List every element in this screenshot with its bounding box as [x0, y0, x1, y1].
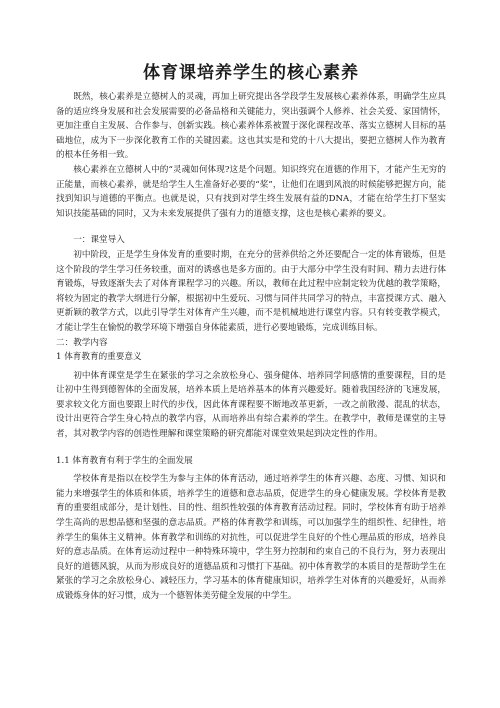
- section-heading-teaching-content: 二：教学内容: [56, 337, 108, 348]
- intro-paragraph-1: 既然，核心素养是立德树人的灵魂，再加上研究提出各学段学生发展核心素养体系，明确学生应具备的适应终身发展和社会发展需要的必备品格和关键能力，突出强调个人修养、社会关爱、家国情怀，更加注重自主发展、合作参与、创新实践。核心素养体系被置于深化课程改革、落实立德树人目标的基础地位，成为下一步深化教育工作的关键因素。这也其实是和党的十八大提出，要把立德树人作为教育的根本任务相一致。: [56, 92, 446, 161]
- all-round-development-paragraph: 学校体育是指以在校学生为参与主体的体育活动，通过培养学生的体育兴趣、态度、习惯、知识和能力来增强学生的体质和体质，培养学生的道德和意志品质，促进学生的身心健康发展。学校体育是教育的重要组成部分，是计划性、目的性、组织性较强的体育教育活动过程。同时，学校体育有助于培养学生高尚的思想品德和坚强的意志品质。严格的体育教学和训练，可以加强学生的组织性、纪律性，培养学生的集体主义精神。体育教学和训练的对抗性，可以促进学生良好的个性心理品质的形成，培养良好的意志品质。在体育运动过程中一种特殊环境中，学生努力控制和约束自己的不良行为，努力表现出良好的道德风貌，从而为形成良好的道德品质和习惯打下基础。初中体育教学的本质目的是帮助学生在紧张的学习之余放松身心、减轻压力，学习基本的体育健康知识，培养学生对体育的兴趣爱好，从而养成锻炼身体的好习惯，成为一个德智体美劳健全发展的中学生。: [56, 474, 446, 601]
- classroom-intro-paragraph: 初中阶段，正是学生身体发育的重要时期，在充分的营养供给之外还要配合一定的体育锻炼，但是这个阶段的学生学习任务较重，面对的诱惑也是多方面的。由于大部分中学生没有时间、精力去进行体育锻炼，导致逐渐失去了对体育课程学习的兴趣。所以，教师在此过程中应制定较为优越的教学策略，将较为固定的教学大纲进行分解，根据初中生爱玩、习惯与同伴共同学习的特点，丰富授课方式、融入更新颖的教学方式，以此引导学生对体育产生兴趣，而不是机械地进行课堂内容。只有转变教学模式，才能让学生在愉悦的教学环境下增强自身体能素质，进行必要地锻炼，完成训练目标。: [56, 249, 446, 333]
- section-gap: [56, 442, 446, 454]
- section-gap: [56, 221, 446, 233]
- subheading-all-round-development: 1.1 体育教育有利于学生的全面发展: [56, 455, 193, 466]
- section-heading-classroom-intro: 一：课堂导入: [73, 235, 125, 246]
- intro-paragraph-2: 核心素养在立德树人中的“灵魂如何体现?这是个问题。知识终究在道德的作用下，才能产生无穷的正能量，而核心素养，就是给学生人生准备好必要的“桨”，让他们在遇到风浪的时候能够把握方向，能找到知识与道德的平衡点。也就是说，只有找到对学生终生发展有益的DNA，才能在给学生打下坚实知识技能基础的同时，又为未来发展提供了强有力的道德支撑，这也是核心素养的要义。: [56, 164, 446, 219]
- document-page: [56, 62, 446, 604]
- importance-paragraph: 初中体育课堂是学生在紧张的学习之余放松身心、强身健体、培养同学间感情的重要课程，目的是让初中生得到德智体的全面发展，培养本质上是培养基本的体育兴趣爱好。随着我国经济的飞速发展，要求较文化方面也要跟上时代的步伐，因此体育课程要不断地改革更新，一改之前散漫、混乱的状态，设计出更符合学生身心特点的教学内容，从而培养出有综合素养的学生。在教学中，教师是课堂的主导者，其对教学内容的创造性理解和课堂策略的研究都能对课堂效果起到决定性的作用。: [56, 370, 446, 440]
- subheading-importance: 1 体育教育的重要意义: [56, 352, 142, 363]
- document-title: 体育课培养学生的核心素养: [143, 63, 359, 83]
